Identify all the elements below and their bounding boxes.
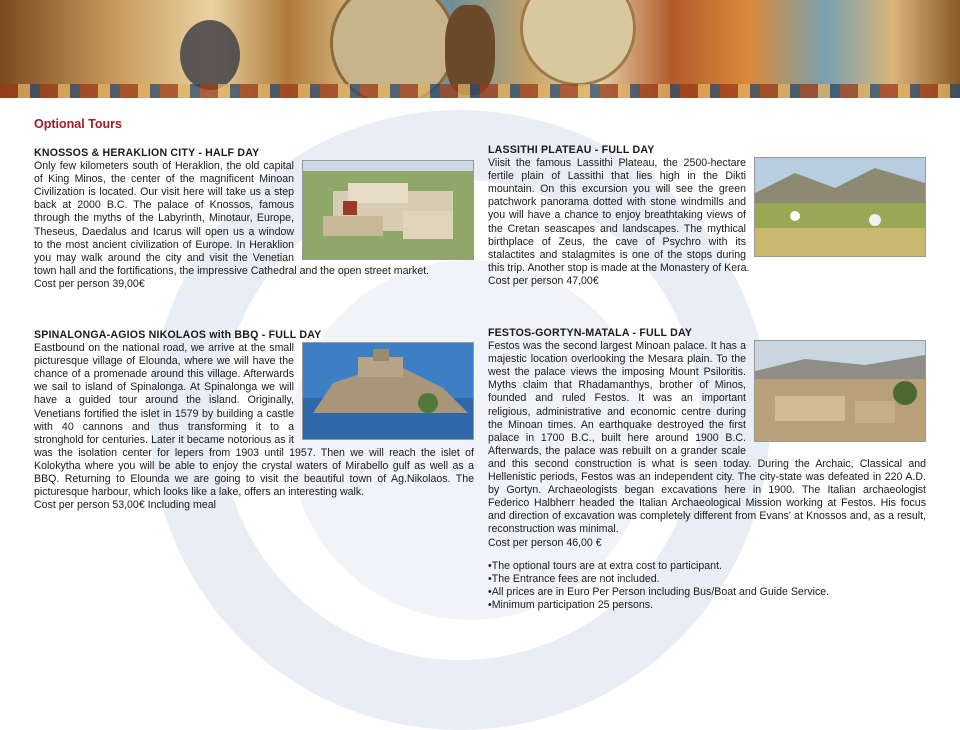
tour-title: FESTOS-GORTYN-MATALA - FULL DAY — [488, 327, 693, 339]
note-item: • The optional tours are at extra cost to participant. — [488, 560, 926, 573]
spinalonga-fortress-photo — [302, 342, 474, 440]
tour-description: Eastbound on the national road, we arrive at the small picturesque village of Elounda, where we will have the chance of a promenade around this village. Afterwards we sail to island of Spinalonga. At Spinalonga we will have a guided tour around the island. Originally, Venetians fortified the islet in 1579 by building a castle with 40 cannons and thus transforming it to a stronghold for centuries. Later it became notorious as it was the isolation center for lepers from 1903 until 1957. Then we will reach the islet of Kolokytha where you will be able to enjoy the crystal waters of Mirabello gulf as well as a BBQ. Returning to Elounda we are going to visit the beautiful town of Ag.Nikolaos. The picturesque harbour, which looks like a lake, offers an interesting walk. — [34, 342, 474, 499]
tour-knossos — [34, 147, 474, 291]
tour-festos — [488, 327, 926, 612]
tour-title: LASSITHI PLATEAU - FULL DAY — [488, 144, 655, 156]
header-banner — [0, 0, 960, 98]
tour-title: KNOSSOS & HERAKLION CITY - HALF DAY — [34, 147, 260, 159]
tour-cost: Cost per person 47,00€ — [488, 274, 599, 287]
tour-spinalonga — [34, 329, 474, 512]
festos-palace-photo — [754, 340, 926, 442]
tour-cost: Cost per person 53,00€ Including meal — [34, 499, 216, 512]
note-item: • Minimum participation 25 persons. — [488, 599, 926, 612]
lassithi-plateau-photo — [754, 157, 926, 257]
note-item: • The Entrance fees are not included. — [488, 573, 926, 586]
tour-description: Viisit the famous Lassithi Plateau, the 2500-hectare fertile plain of Lassithi that lies high in the Dikti mountain. On this excursion you will see the green patchwork panorama dotted with stone windmills and you will have a chance to enjoy breathtaking views of the Cretan seascapes and landscapes. The mythical birthplace of Zeus, the cave of Psychro with its stalactites and stalagmites is one of the stops during this trip. Another stop is made at the Monastery of Kera. — [488, 157, 750, 274]
tour-cost: Cost per person 46,00 € — [488, 536, 602, 549]
tour-cost: Cost per person 39,00€ — [34, 277, 145, 290]
knossos-palace-photo — [302, 160, 474, 260]
tour-lassithi — [488, 144, 926, 288]
tour-description: Only few kilometers south of Heraklion, the old capital of King Minos, the center of the magnificent Minoan Civilization is located. Our visit here will take us a step back at 2000 B.C. The palace of Knossos, famous through the myths of the Labyrinth, Minotaur, Europe, Theseus, Daedalus and Icarus will open us a window to the most ancient civilization of Europe. In Heraklion you may walk around the city and visit the Venetian town hall and the fortifications, the impressive Cathedral and the open street market. — [34, 160, 430, 277]
tour-notes-list — [488, 560, 926, 612]
tour-title: SPINALONGA-AGIOS NIKOLAOS with BBQ - FULL DAY — [34, 329, 322, 341]
spiral-disc-decoration — [520, 0, 636, 86]
goddess-figure-decoration — [445, 5, 495, 95]
tour-description: Festos was the second largest Minoan palace. It has a majestic location overlooking the Mesara plain. To the west the palace views the imposing Mount Psiloritis. Myths claim that Rhadamanthys, brother of Minos, founded and ruled Festos. It was an important religious, administrative and economic centre during the Minoan times. An earthquake destroyed the first palace in 1700 B.C., built here around 1900 B.C. Afterwards, the palace was rebuilt on a grander scale and this second construction is what is seen today. During the Archaic, Classical and Hellenistic periods, Festos was an independent city. The city-state was defeated in 220 A.D. by Gortyn. Archaeologists began excavations here in 1900. The Italian archaeologist Federico Halbherr headed the Italian Archaeological Mission working at Festos. His focus and direction of excavation was completely different from Evans' at Knossos and, as a result, reconstruction was minimal. — [488, 340, 926, 536]
note-item: • All prices are in Euro Per Person including Bus/Boat and Guide Service. — [488, 586, 926, 599]
page-title: Optional Tours — [34, 117, 122, 131]
fresco-band — [0, 84, 960, 98]
bull-head-decoration — [180, 20, 240, 90]
